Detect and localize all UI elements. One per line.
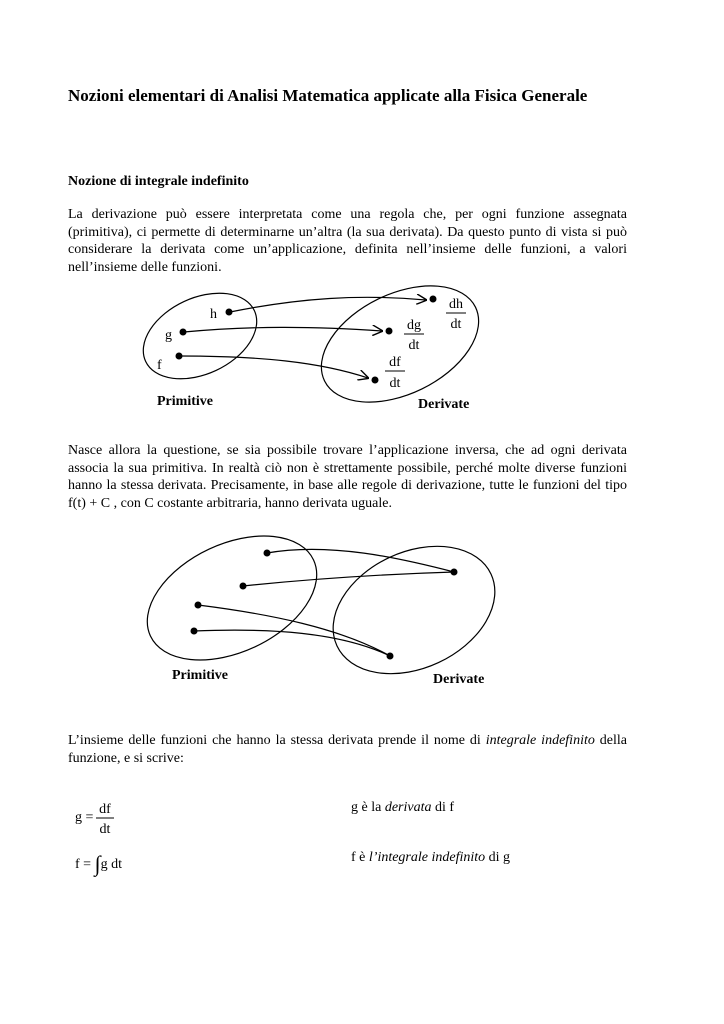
arrow-g-to-dg [184, 327, 382, 332]
point-h [226, 309, 233, 316]
formula-2-description: f è l’integrale indefinito di g [351, 850, 511, 865]
label-dh-den: dt [450, 317, 462, 332]
paragraph-integral-definition: L’insieme delle funzioni che hanno la stessa derivata prende il nome di integrale indefinito della funzione, e si scrive: [68, 733, 627, 766]
point-p4 [191, 628, 198, 635]
formula-1-den: dt [99, 822, 111, 837]
primitive-label: Primitive [157, 394, 213, 409]
point-g [180, 329, 187, 336]
page-title: Nozioni elementari di Analisi Matematica applicate alla Fisica Generale [68, 86, 588, 105]
point-dg [386, 328, 393, 335]
label-dh-num: dh [449, 297, 463, 312]
curve-2 [243, 572, 454, 586]
label-df-num: df [389, 355, 401, 370]
label-f: f [157, 358, 162, 373]
primitive-label-2: Primitive [172, 668, 228, 683]
point-d1 [451, 569, 458, 576]
primitive-set-ellipse-2 [128, 528, 337, 685]
label-g: g [165, 328, 172, 343]
formula-1-num: df [99, 802, 111, 817]
point-p3 [195, 602, 202, 609]
integral-sign-icon: ∫ [94, 851, 101, 876]
formula-1-lhs: g = [75, 810, 94, 825]
formula-2-lhs: f = [75, 857, 92, 872]
formula-integral [75, 848, 122, 874]
paragraph-inverse-question: Nasce allora la questione, se sia possibile trovare l’applicazione inversa, che ad ogni derivata associa la sua primitiva. In realtà ciò non è strettamente possibile, perché molte diverse funzioni hanno la stessa derivata. Precisamente, in base alle regole di derivazione, tutte le funzioni del tipo f(t) + C , con C costante arbitraria, hanno derivata uguale. [68, 443, 627, 511]
label-h: h [210, 307, 217, 322]
point-dh [430, 296, 437, 303]
formula-2-rhs: g dt [100, 857, 122, 872]
arrow-h-to-dh [230, 297, 426, 312]
paragraph-derivation: La derivazione può essere interpretata come una regola che, per ogni funzione assegnata (primitiva), ci permette di determinarne un’altra (la sua derivata). Da questo punto di vista si può considerare la derivata come un’applicazione, definita nell’insieme delle funzioni, a valori nell’insieme delle funzioni. [68, 207, 627, 275]
arrow-f-to-df [180, 356, 368, 378]
point-p2 [240, 583, 247, 590]
point-df [372, 377, 379, 384]
label-dg-den: dt [408, 338, 420, 353]
derivate-label-2: Derivate [433, 672, 485, 687]
derivate-label: Derivate [418, 397, 470, 412]
section-title: Nozione di integrale indefinito [68, 174, 249, 189]
term-integrale-indefinito: integrale indefinito [485, 733, 595, 748]
point-f [176, 353, 183, 360]
figure-derivative-mapping [0, 270, 724, 420]
figure-many-primitives [0, 528, 724, 693]
derivate-set-ellipse-2 [312, 528, 515, 693]
label-dg-num: dg [407, 318, 421, 333]
label-df-den: dt [389, 376, 401, 391]
point-p1 [264, 550, 271, 557]
curve-1 [267, 549, 454, 572]
point-d2 [387, 653, 394, 660]
curve-4 [194, 630, 390, 656]
primitive-set-ellipse [130, 276, 271, 396]
formula-1-description: g è la derivata di f [351, 800, 455, 815]
